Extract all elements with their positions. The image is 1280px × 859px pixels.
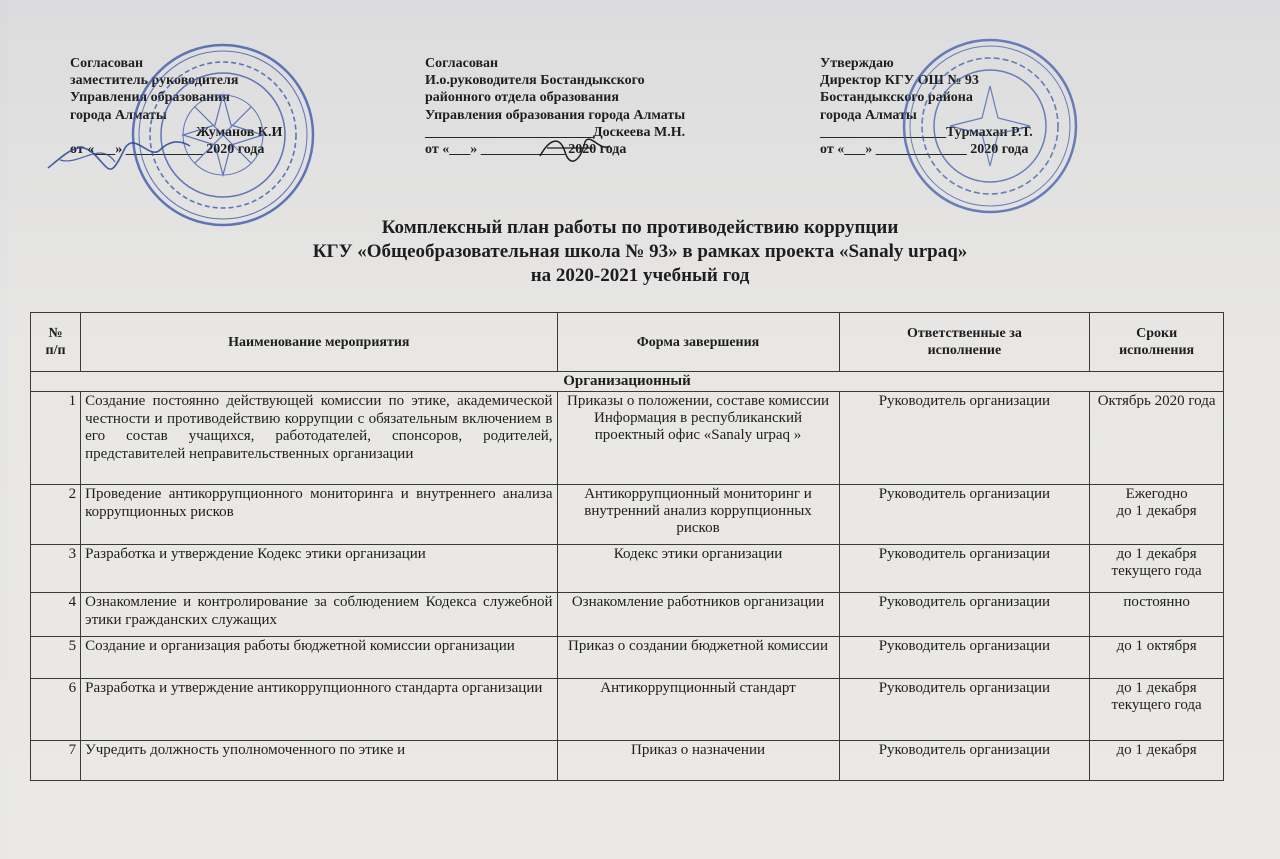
row-deadline: до 1 декабря [1090, 741, 1224, 781]
row-responsible: Руководитель организации [839, 545, 1090, 593]
row-responsible: Руководитель организации [839, 593, 1090, 637]
title-line-3: на 2020-2021 учебный год [530, 265, 750, 286]
approval-date: от «___» _____________ 2020 года [820, 142, 1029, 158]
row-activity: Проведение антикоррупционного мониторинга и внутреннего анализа коррупционных рисков [81, 485, 557, 545]
header-form: Форма завершения [557, 313, 839, 372]
approval-date: от «___» ___________ 2020 года [70, 142, 265, 158]
approval-line: районного отдела образования [425, 90, 619, 106]
row-number: 4 [31, 593, 81, 637]
approval-line: Управления образования [70, 90, 230, 106]
row-activity: Разработка и утверждение антикоррупционного стандарта организации [81, 679, 557, 741]
row-deadline: до 1 декабря текущего года [1090, 545, 1224, 593]
section-row [31, 372, 1224, 392]
row-completion-form: Приказ о назначении [557, 741, 839, 781]
row-number: 6 [31, 679, 81, 741]
row-number: 2 [31, 485, 81, 545]
row-number: 7 [31, 741, 81, 781]
row-responsible: Руководитель организации [839, 741, 1090, 781]
table-row [31, 593, 1224, 637]
header-num: № п/п [31, 313, 81, 372]
row-responsible: Руководитель организации [839, 637, 1090, 679]
plan-table [30, 312, 1224, 781]
approval-line: Согласован [70, 56, 144, 71]
row-activity: Создание и организация работы бюджетной комиссии организации [81, 637, 557, 679]
row-deadline: Ежегодно до 1 декабря [1090, 485, 1224, 545]
title-line-1: Комплексный план работы по противодействию коррупции [381, 217, 899, 238]
approval-line: города Алматы [70, 107, 167, 123]
table-header-row [31, 313, 1224, 372]
approval-block-deputy [70, 55, 282, 158]
approval-block-district [425, 55, 685, 158]
section-title: Организационный [31, 372, 1224, 392]
row-number: 5 [31, 637, 81, 679]
approval-signatory: Жуманов К.И [196, 124, 283, 140]
row-responsible: Руководитель организации [839, 679, 1090, 741]
table-row [31, 545, 1224, 593]
row-deadline: постоянно [1090, 593, 1224, 637]
approval-block-director [820, 55, 1033, 158]
row-deadline: до 1 октября [1090, 637, 1224, 679]
row-responsible: Руководитель организации [839, 485, 1090, 545]
row-completion-form: Антикоррупционный стандарт [557, 679, 839, 741]
approval-line: Утверждаю [820, 56, 894, 71]
table-row [31, 485, 1224, 545]
approval-line: Директор КГУ ОШ № 93 [820, 73, 979, 89]
header-responsible: Ответственные за исполнение [839, 313, 1090, 372]
approval-signatory: __________________Турмахан Р.Т. [820, 124, 1033, 140]
row-activity: Учредить должность уполномоченного по этике и [81, 741, 557, 781]
row-deadline: до 1 декабря текущего года [1090, 679, 1224, 741]
header-deadline: Сроки исполнения [1090, 313, 1224, 372]
title-line-2: КГУ «Общеобразовательная школа № 93» в рамках проекта «Sanaly urpaq» [312, 241, 968, 262]
row-completion-form: Ознакомление работников организации [557, 593, 839, 637]
approval-line: Бостандыкского района [820, 90, 973, 106]
approval-line: города Алматы [820, 107, 917, 123]
header-name: Наименование мероприятия [81, 313, 557, 372]
approval-date: от «___» ____________ 2020 года [425, 142, 627, 158]
approval-signatory: ________________________Доскеева М.Н. [425, 124, 686, 140]
row-completion-form: Кодекс этики организации [557, 545, 839, 593]
row-completion-form: Антикоррупционный мониторинг и внутренний анализ коррупционных рисков [557, 485, 839, 545]
row-completion-form: Приказ о создании бюджетной комиссии [557, 637, 839, 679]
row-number: 1 [31, 392, 81, 485]
row-activity: Создание постоянно действующей комиссии по этике, академической честности и противодействию коррупции с обязательным включением в его состав учащихся, работодателей, спонсоров, родителей, представителей неправительственных организации [81, 392, 557, 485]
row-deadline: Октябрь 2020 года [1090, 392, 1224, 485]
table-row [31, 392, 1224, 485]
row-responsible: Руководитель организации [839, 392, 1090, 485]
approval-line: Согласован [425, 56, 499, 71]
row-activity: Разработка и утверждение Кодекс этики организации [81, 545, 557, 593]
approval-line: заместитель руководителя [70, 73, 239, 89]
row-number: 3 [31, 545, 81, 593]
table-row [31, 637, 1224, 679]
row-activity: Ознакомление и контролирование за соблюдением Кодекса служебной этики гражданских служащих [81, 593, 557, 637]
table-row [31, 679, 1224, 741]
document-title [0, 216, 1280, 288]
approval-line: Управления образования города Алматы [425, 107, 686, 123]
row-completion-form: Приказы о положении, составе комиссии Информация в республиканский проектный офис «Sanaly urpaq » [557, 392, 839, 485]
approval-line: И.о.руководителя Бостандыкского [425, 73, 645, 89]
table-row [31, 741, 1224, 781]
